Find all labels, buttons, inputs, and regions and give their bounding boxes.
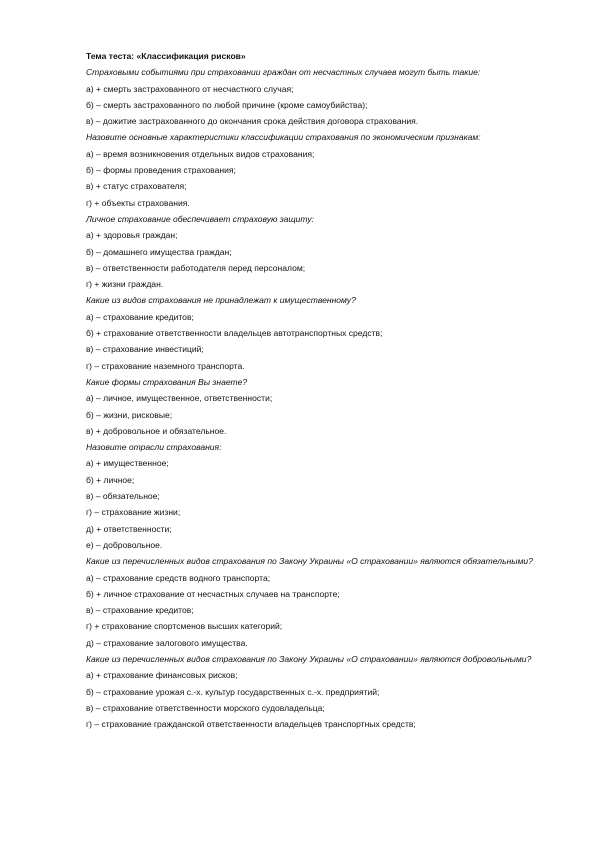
question-text: Личное страхование обеспечивает страховую защиту: xyxy=(86,213,315,224)
question-text: Назовите основные характеристики классификации страхования по экономическим признакам: xyxy=(86,132,481,143)
answer-option: в) – ответственности работодателя перед персоналом; xyxy=(86,262,306,273)
document-body xyxy=(86,64,555,732)
answer-option: в) – страхование инвестиций; xyxy=(86,344,204,355)
answer-option: а) – личное, имущественное, ответственности; xyxy=(86,393,273,404)
answer-option: в) + статус страхователя; xyxy=(86,181,187,192)
answer-option: в) – обязательное; xyxy=(86,491,160,502)
answer-option: б) + страхование ответственности владельцев автотранспортных средств; xyxy=(86,328,383,339)
answer-option: в) – страхование кредитов; xyxy=(86,605,194,616)
answer-option: а) + смерть застрахованного от несчастного случая; xyxy=(86,83,294,94)
answer-option: а) – время возникновения отдельных видов страхования; xyxy=(86,148,315,159)
question-text: Какие формы страхования Вы знаете? xyxy=(86,376,248,387)
answer-option: б) – смерть застрахованного по любой причине (кроме самоубийства); xyxy=(86,99,368,110)
answer-option: а) – страхование кредитов; xyxy=(86,311,194,322)
answer-option: а) + имущественное; xyxy=(86,458,169,469)
answer-option: в) + добровольное и обязательное. xyxy=(86,425,227,436)
answer-option: б) + личное; xyxy=(86,474,135,485)
question-text: Назовите отрасли страхования: xyxy=(86,442,222,453)
answer-option: б) – жизни, рисковые; xyxy=(86,409,173,420)
answer-option: б) – домашнего имущества граждан; xyxy=(86,246,232,257)
answer-option: г) + страхование спортсменов высших категорий; xyxy=(86,621,283,632)
answer-option: в) – дожитие застрахованного до окончания срока действия договора страхования. xyxy=(86,116,419,127)
question-text: Какие из перечисленных видов страхования по Закону Украины «О страховании» являются обязательными? xyxy=(86,556,533,567)
answer-option: г) – страхование жизни; xyxy=(86,507,181,518)
answer-option: б) – страхование урожая с.-х. культур государственных с.-х. предприятий; xyxy=(86,686,380,697)
answer-option: а) + страхование финансовых рисков; xyxy=(86,670,238,681)
answer-option: д) + ответственности; xyxy=(86,523,172,534)
answer-option: д) – страхование залогового имущества. xyxy=(86,637,248,648)
document-title: Тема теста: «Классификация рисков» xyxy=(86,51,246,61)
question-text: Какие из перечисленных видов страхования по Закону Украины «О страховании» являются добровольными? xyxy=(86,653,532,664)
answer-option: г) + объекты страхования. xyxy=(86,197,190,208)
answer-option: в) – страхование ответственности морского судовладельца; xyxy=(86,702,325,713)
answer-option: е) – добровольное. xyxy=(86,539,163,550)
question-text: Страховыми событиями при страховании граждан от несчастных случаев могут быть такие: xyxy=(86,67,481,78)
answer-option: б) + личное страхование от несчастных случаев на транспорте; xyxy=(86,588,340,599)
answer-option: г) – страхование гражданской ответственности владельцев транспортных средств; xyxy=(86,719,416,730)
answer-option: а) – страхование средств водного транспорта; xyxy=(86,572,271,583)
question-text: Какие из видов страхования не принадлежат к имущественному? xyxy=(86,295,356,306)
answer-option: г) + жизни граждан. xyxy=(86,279,164,290)
answer-option: б) – формы проведения страхования; xyxy=(86,165,236,176)
answer-option: а) + здоровья граждан; xyxy=(86,230,178,241)
answer-option: г) – страхование наземного транспорта. xyxy=(86,360,245,371)
